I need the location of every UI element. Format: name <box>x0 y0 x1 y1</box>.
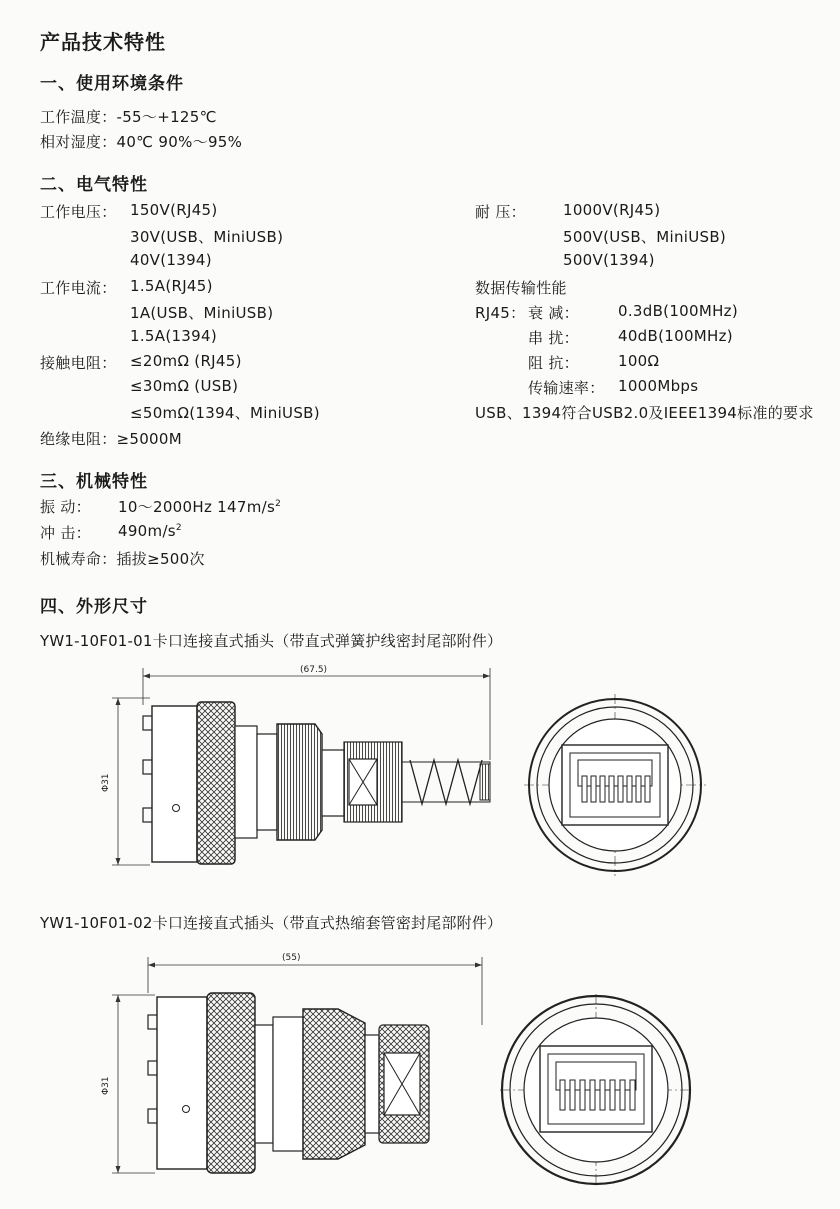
shock-label: 冲 击： <box>40 524 91 542</box>
crosstalk-value: 40dB(100MHz) <box>618 327 733 345</box>
withstand-voltage-label: 耐 压： <box>475 203 526 221</box>
working-voltage-label: 工作电压： <box>40 203 117 221</box>
working-current-value: 1.5A(RJ45) <box>130 277 213 295</box>
working-current-value: 1A(USB、MiniUSB) <box>130 304 274 322</box>
connector-front-view-figure-2 <box>496 990 696 1190</box>
mechanical-life: 机械寿命：插拔≥500次 <box>40 550 205 568</box>
length-dimension-label: (67.5) <box>300 665 328 675</box>
working-current-value: 1.5A(1394) <box>130 327 217 345</box>
page-title: 产品技术特性 <box>40 30 166 54</box>
transfer-rate-label: 传输速率： <box>528 379 605 397</box>
connector-side-view-figure-2 <box>100 945 490 1180</box>
vibration-value: 10～2000Hz $147m/s^2$ <box>118 498 282 516</box>
withstand-voltage-value: 500V(USB、MiniUSB) <box>563 228 727 246</box>
working-voltage-value: 40V(1394) <box>130 251 212 269</box>
section-heading-mechanical: 三、机械特性 <box>40 472 148 492</box>
transfer-rate-value: 1000Mbps <box>618 377 699 395</box>
contact-resistance-value: ≤30mΩ (USB) <box>130 377 239 395</box>
attenuation-label: 衰 减： <box>528 304 579 322</box>
length-dimension-label: (55) <box>282 953 301 963</box>
contact-resistance-value: ≤50mΩ(1394、MiniUSB) <box>130 404 320 422</box>
standards-compliance: USB、1394符合USB2.0及IEEE1394标准的要求 <box>475 404 814 422</box>
relative-humidity: 相对湿度：40℃ 90%～95% <box>40 133 243 151</box>
connector-side-view-figure-1 <box>100 660 510 870</box>
attenuation-value: 0.3dB(100MHz) <box>618 302 738 320</box>
connector-front-view-figure-1 <box>520 690 710 880</box>
figure-1-caption: YW1-10F01-01卡口连接直式插头（带直式弹簧护线密封尾部附件） <box>40 632 503 650</box>
working-current-label: 工作电流： <box>40 279 117 297</box>
data-transmission-heading: 数据传输性能 <box>475 279 567 297</box>
working-voltage-value: 150V(RJ45) <box>130 201 218 219</box>
impedance-label: 阻 抗： <box>528 354 579 372</box>
section-heading-electrical: 二、电气特性 <box>40 175 148 195</box>
impedance-value: 100Ω <box>618 352 660 370</box>
figure-2-caption: YW1-10F01-02卡口连接直式插头（带直式热缩套管密封尾部附件） <box>40 914 503 932</box>
rj45-label: RJ45： <box>475 304 526 322</box>
contact-resistance-value: ≤20mΩ (RJ45) <box>130 352 242 370</box>
crosstalk-label: 串 扰： <box>528 329 579 347</box>
withstand-voltage-value: 1000V(RJ45) <box>563 201 661 219</box>
section-heading-environment: 一、使用环境条件 <box>40 74 184 94</box>
shock-value: $490m/s^2$ <box>118 522 182 540</box>
insulation-resistance: 绝缘电阻：≥5000M <box>40 430 182 448</box>
operating-temperature: 工作温度：-55～+125℃ <box>40 108 217 126</box>
diameter-dimension-label: Φ31 <box>101 1076 111 1095</box>
vibration-label: 振 动： <box>40 498 91 516</box>
contact-resistance-label: 接触电阻： <box>40 354 117 372</box>
section-heading-dimensions: 四、外形尺寸 <box>40 597 148 617</box>
diameter-dimension-label: Φ31 <box>101 773 111 792</box>
working-voltage-value: 30V(USB、MiniUSB) <box>130 228 284 246</box>
withstand-voltage-value: 500V(1394) <box>563 251 655 269</box>
